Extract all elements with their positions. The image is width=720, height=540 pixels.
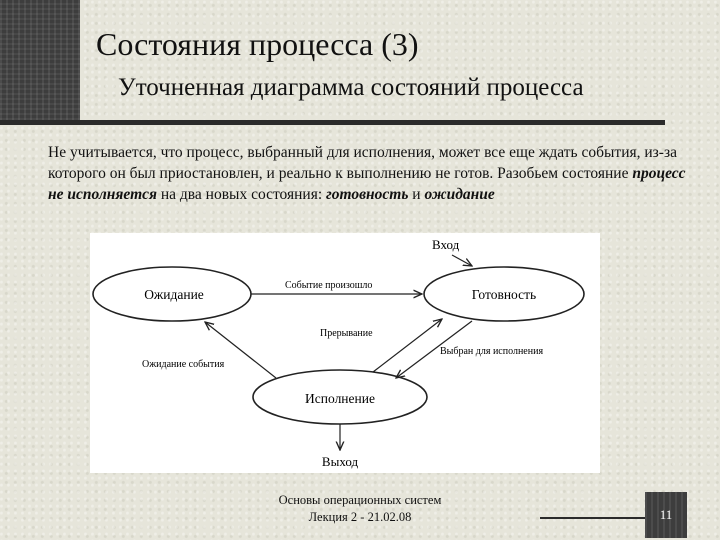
- body-paragraph: [48, 142, 698, 205]
- page-number-rule: [540, 517, 645, 519]
- footer-course: Основы операционных систем: [278, 493, 442, 507]
- state-ready-label: Готовность: [471, 287, 537, 302]
- paragraph-text-1: Не учитывается, что процесс, выбранный для исполнения, может все еще ждать события, из-за которого он был приостановлен, и реально к выполнению не готов. Разобьем состояние: [48, 144, 677, 182]
- paragraph-text-2: на два новых состояния:: [156, 186, 327, 203]
- state-diagram: [90, 233, 600, 473]
- label-selected: Выбран для исполнения: [440, 346, 544, 357]
- emphasis-ready: готовность: [326, 186, 409, 203]
- footer: [220, 492, 500, 526]
- state-waiting-label: Ожидание: [144, 287, 204, 302]
- slide-subtitle: Уточненная диаграмма состояний процесса: [118, 74, 584, 101]
- paragraph-conj: и: [408, 186, 425, 203]
- entry-arrow: [452, 255, 472, 266]
- exit-label: Выход: [321, 454, 359, 469]
- label-interrupt: Прерывание: [320, 328, 373, 339]
- page-number: 11: [645, 492, 687, 538]
- emphasis-waiting: ожидание: [424, 186, 495, 203]
- arrow-interrupt: [373, 319, 442, 372]
- decorative-sidebar-strip: [0, 0, 80, 120]
- emphasis-not-running: процесс не исполняется: [48, 165, 686, 203]
- entry-label: Вход: [432, 237, 460, 252]
- footer-lecture: Лекция 2 - 21.02.08: [308, 510, 412, 524]
- state-running-label: Исполнение: [305, 391, 375, 406]
- title-divider: [0, 120, 665, 125]
- slide-title: Состояния процесса (3): [96, 26, 419, 62]
- label-wait-event: Ожидание события: [142, 359, 225, 370]
- label-event-occurred: Событие произошло: [285, 280, 373, 291]
